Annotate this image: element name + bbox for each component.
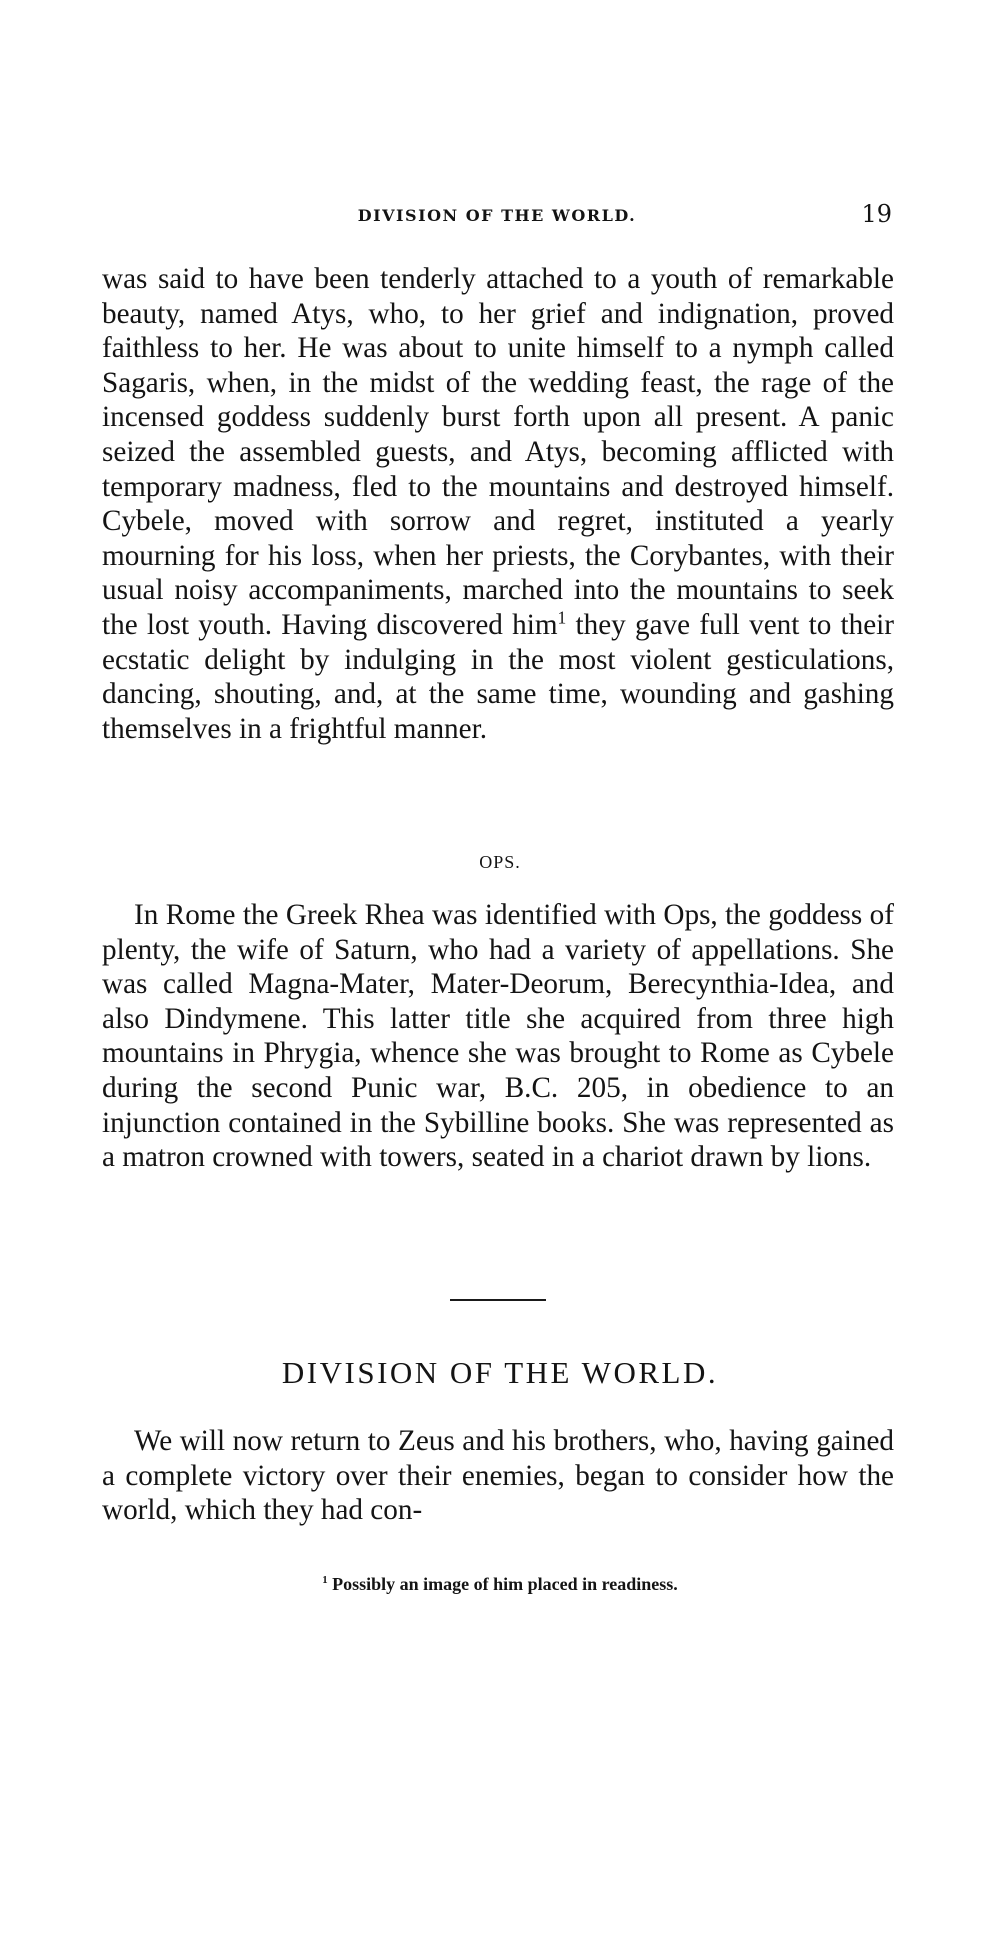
division-heading: DIVISION OF THE WORLD. (281, 1355, 719, 1390)
footnote-text: Possibly an image of him placed in readiness. (332, 1574, 678, 1594)
paragraph-atys (102, 262, 894, 746)
section-divider (450, 1299, 546, 1301)
page-number: 19 (861, 200, 892, 228)
footnote (0, 1574, 1000, 1595)
footnote-marker: 1 (322, 1574, 328, 1586)
ops-heading: OPS. (479, 852, 521, 872)
footnote-reference: 1 (557, 607, 567, 628)
running-head: DIVISION OF THE WORLD. (357, 206, 637, 225)
page-header (102, 198, 892, 238)
paragraph-ops-text-a: In Rome the Greek Rhea was identified with Ops, the goddess of plenty, the wife of Saturn, who had a variety of appellations. She was called Magna-Mater, Mater-Deorum, Berecynthia-Idea, and also Dindymene. This latter title she acquired from three high mountains in Phrygia, whence she was brought to Rome as Cybele during the second Punic war, (102, 899, 894, 1104)
paragraph-atys-text-a: was said to have been tenderly attached to a youth of remarkable beauty, named Atys, who, to her grief and indignation, proved faithless to her. He was about to unite himself to a nymph called Sagaris, when, in the midst of the wedding feast, the rage of the incensed goddess suddenly burst forth upon all present. A panic seized the assembled guests, and Atys, becoming afflicted with temporary madness, fled to the mountains and destroyed himself. Cybele, moved with sorrow and regret, instituted a yearly mourning for his loss, when her priests, the Corybantes, with their usual noisy accompaniments, marched into the mountains to seek the lost youth. Having discovered him (102, 263, 894, 641)
paragraph-atys-text-b: they gave full vent to their ecstatic delight by indulging in the most violent gesticulations, dancing, shouting, and, at the same time, wounding and gashing themselves in a frightful manner. (102, 608, 894, 745)
paragraph-ops-text-b: 205, in obedience to an injunction contained in the Sybilline books. She was represented as a matron crowned with towers, seated in a chariot drawn by lions. (102, 1071, 894, 1174)
era-abbreviation: B.C. (504, 1071, 559, 1104)
paragraph-ops (102, 898, 894, 1175)
paragraph-division: We will now return to Zeus and his brothers, who, having gained a complete victory over their enemies, began to consider how the world, which they had con- (102, 1425, 894, 1527)
